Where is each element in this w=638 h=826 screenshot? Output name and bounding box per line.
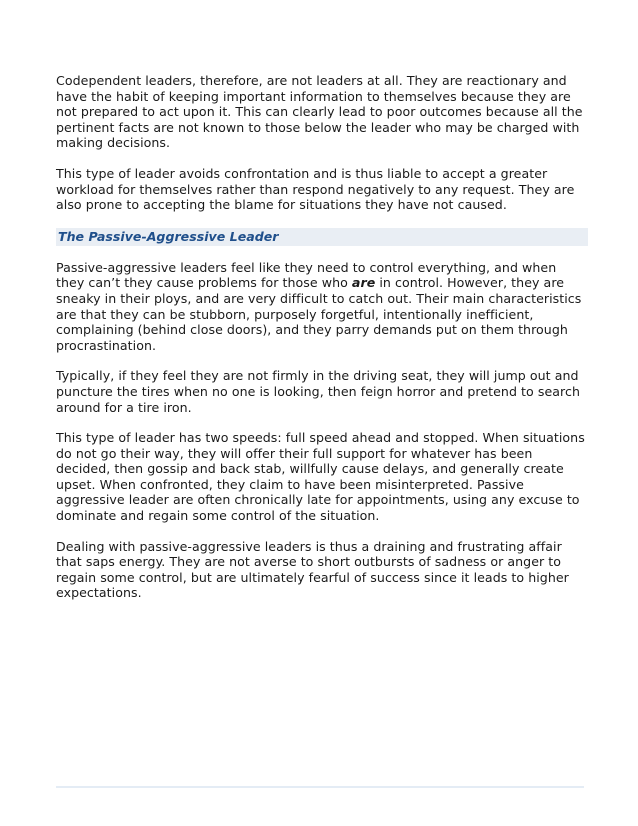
section-heading: The Passive-Aggressive Leader: [56, 228, 588, 246]
paragraph-driving-seat: Typically, if they feel they are not firmly in the driving seat, they will jump out and puncture the tires when no one is looking, then feign horror and pretend to search around for a tire iron.: [56, 368, 580, 415]
paragraph-two-speeds: This type of leader has two speeds: full speed ahead and stopped. When situations do not go their way, they will offer their full support for whatever has been decided, then gossip and back stab, willfully cause delays, and generally create upset. When confronted, they claim to have been misinterpreted. Passive aggressive leader are often chronically late for appointments, using any excuse to dominate and regain some control of the situation.: [56, 430, 585, 524]
emphasized-word: are: [351, 275, 376, 291]
paragraph-text-before-emphasis: Passive-aggressive leaders feel like they need to control everything, and when they can’t they cause problems for those who: [56, 259, 557, 291]
footer-divider: [56, 786, 584, 788]
document-page: [56, 73, 588, 616]
paragraph-dealing-with: Dealing with passive-aggressive leaders is thus a draining and frustrating affair that saps energy. They are not averse to short outbursts of sadness or anger to regain some control, but are ultimately fearful of success since it leads to higher expectations.: [56, 538, 569, 601]
paragraph-codependent-leaders: Codependent leaders, therefore, are not leaders at all. They are reactionary and have the habit of keeping important information to themselves because they are not prepared to act upon it. This can clearly lead to poor outcomes because all the pertinent facts are not known to those below the leader who may be charged with making decisions.: [56, 73, 583, 151]
paragraph-text-after-emphasis: in control. However, they are sneaky in their ploys, and are very difficult to catch out. Their main characteristics are that they can be stubborn, purposely forgetful, intentionally inefficient, complaining (behind close doors), and they parry demands put on them through procrastination.: [56, 275, 582, 353]
paragraph-passive-aggressive-intro: [56, 260, 588, 354]
paragraph-avoids-confrontation: This type of leader avoids confrontation and is thus liable to accept a greater workload for themselves rather than respond negatively to any request. They are also prone to accepting the blame for situations they have not caused.: [56, 165, 575, 213]
